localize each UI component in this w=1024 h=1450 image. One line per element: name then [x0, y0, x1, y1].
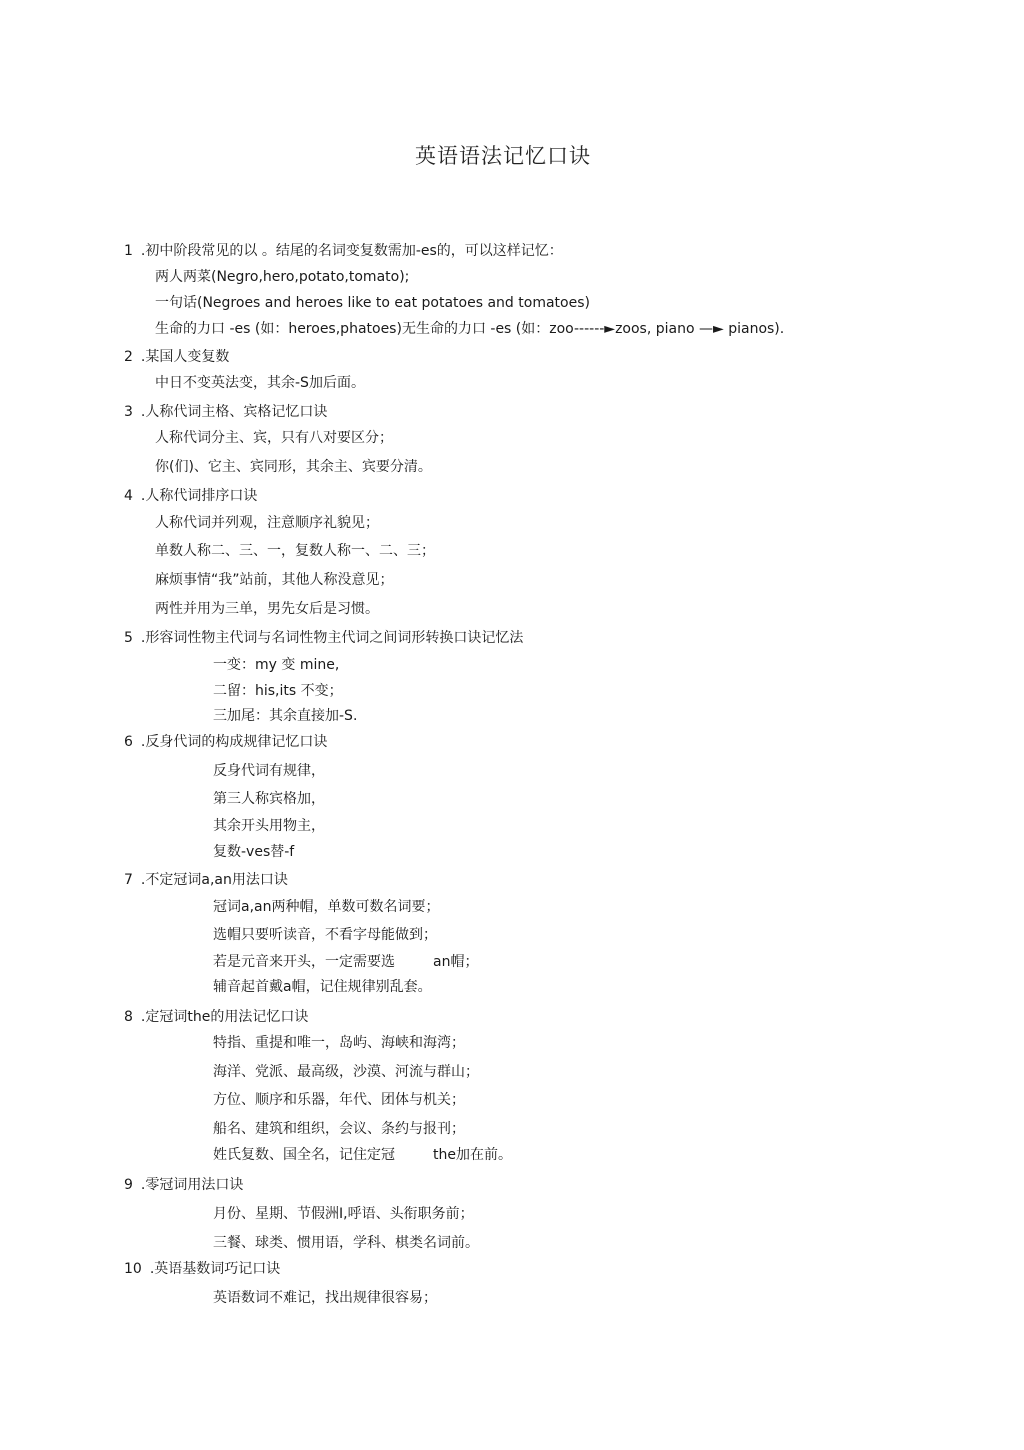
section-7-heading [124, 871, 288, 889]
section-heading-text: .定冠词the的用法记忆口诀 [140, 1009, 309, 1025]
section-heading-text: .人称代词排序口诀 [140, 488, 258, 504]
section-number: 4 [124, 488, 133, 504]
section-8-line: 方位、顺序和乐器，年代、团体与机关； [213, 1092, 465, 1108]
section-4-line: 麻烦事情“我”站前，其他人称没意见； [155, 572, 394, 588]
line-text: 姓氏复数、国全名，记住定冠 [213, 1147, 395, 1163]
section-5-line: 二留：his,its 不变； [213, 683, 343, 699]
section-7-line: 冠词a,an两种帽，单数可数名词要； [213, 899, 440, 915]
section-number: 9 [124, 1177, 133, 1193]
section-number: 6 [124, 734, 133, 750]
section-heading-text: .某国人变复数 [140, 349, 230, 365]
section-6-line: 其余开头用物主， [213, 818, 325, 834]
section-1-line: 生命的力口 -es (如：heroes,phatoes)无生命的力口 -es (如：zoo------►zoos, piano —► pianos). [155, 321, 785, 337]
section-heading-text: .零冠词用法口诀 [140, 1177, 244, 1193]
section-3-heading [124, 403, 327, 421]
section-5-heading [124, 629, 523, 647]
line-tail-text: the加在前。 [433, 1147, 512, 1163]
section-heading-text: .人称代词主格、宾格记忆口诀 [140, 404, 328, 420]
section-3-line: 人称代词分主、宾，只有八对要区分； [155, 430, 393, 446]
line-tail-text: an帽； [433, 954, 479, 970]
section-7-line [213, 953, 478, 971]
section-number: 1 [124, 243, 133, 259]
section-number: 3 [124, 404, 133, 420]
section-heading-text: .形容词性物主代词与名词性物主代词之间词形转换口诀记忆法 [140, 630, 524, 646]
section-9-line: 三餐、球类、惯用语，学科、棋类名词前。 [213, 1235, 479, 1251]
section-8-line: 海洋、党派、最高级，沙漠、河流与群山； [213, 1064, 479, 1080]
line-text: 若是元音来开头，一定需要选 [213, 954, 395, 970]
section-7-line: 辅音起首戴a帽，记住规律别乱套。 [213, 979, 432, 995]
section-3-line: 你(们)、它主、宾同形，其余主、宾要分清。 [155, 459, 432, 475]
section-4-line: 两性并用为三单，男先女后是习惯。 [155, 601, 379, 617]
section-5-line: 三加尾：其余直接加-S. [213, 708, 358, 724]
section-8-line [213, 1146, 512, 1164]
section-4-line: 人称代词并列观，注意顺序礼貌见； [155, 515, 379, 531]
section-heading-text: .初中阶段常见的以 。结尾的名词变复数需加-es的，可以这样记忆： [140, 243, 563, 259]
section-1-line: 两人两菜(Negro,hero,potato,tomato); [155, 269, 410, 285]
section-7-line: 选帽只要听读音，不看字母能做到； [213, 927, 437, 943]
section-2-heading [124, 348, 229, 366]
section-6-line: 复数-ves替-f [213, 844, 295, 860]
section-number: 10 [124, 1261, 142, 1277]
section-10-heading [124, 1260, 280, 1278]
section-number: 2 [124, 349, 133, 365]
section-6-line: 反身代词有规律， [213, 763, 325, 779]
section-9-line: 月份、星期、节假洲I,呼语、头衔职务前； [213, 1206, 474, 1222]
section-8-line: 特指、重提和唯一，岛屿、海峡和海湾； [213, 1035, 465, 1051]
section-1-heading [124, 242, 563, 260]
section-6-heading [124, 733, 327, 751]
section-8-heading [124, 1008, 308, 1026]
section-4-heading [124, 487, 257, 505]
section-number: 8 [124, 1009, 133, 1025]
section-2-line: 中日不变英法变，其余-S加后面。 [155, 375, 365, 391]
section-9-heading [124, 1176, 243, 1194]
section-4-line: 单数人称二、三、一，复数人称一、二、三； [155, 543, 435, 559]
section-heading-text: .反身代词的构成规律记忆口诀 [140, 734, 328, 750]
document-title: 英语语法记忆口诀 [415, 144, 591, 168]
section-1-line: 一句话(Negroes and heroes like to eat potatoes and tomatoes) [155, 295, 590, 311]
section-heading-text: .不定冠词a,an用法口诀 [140, 872, 288, 888]
section-5-line: 一变：my 变 mine, [213, 657, 340, 673]
section-6-line: 第三人称宾格加， [213, 791, 325, 807]
section-number: 5 [124, 630, 133, 646]
section-number: 7 [124, 872, 133, 888]
section-heading-text: .英语基数词巧记口诀 [149, 1261, 281, 1277]
section-8-line: 船名、建筑和组织，会议、条约与报刊； [213, 1121, 465, 1137]
section-10-line: 英语数词不难记，找出规律很容易； [213, 1290, 437, 1306]
